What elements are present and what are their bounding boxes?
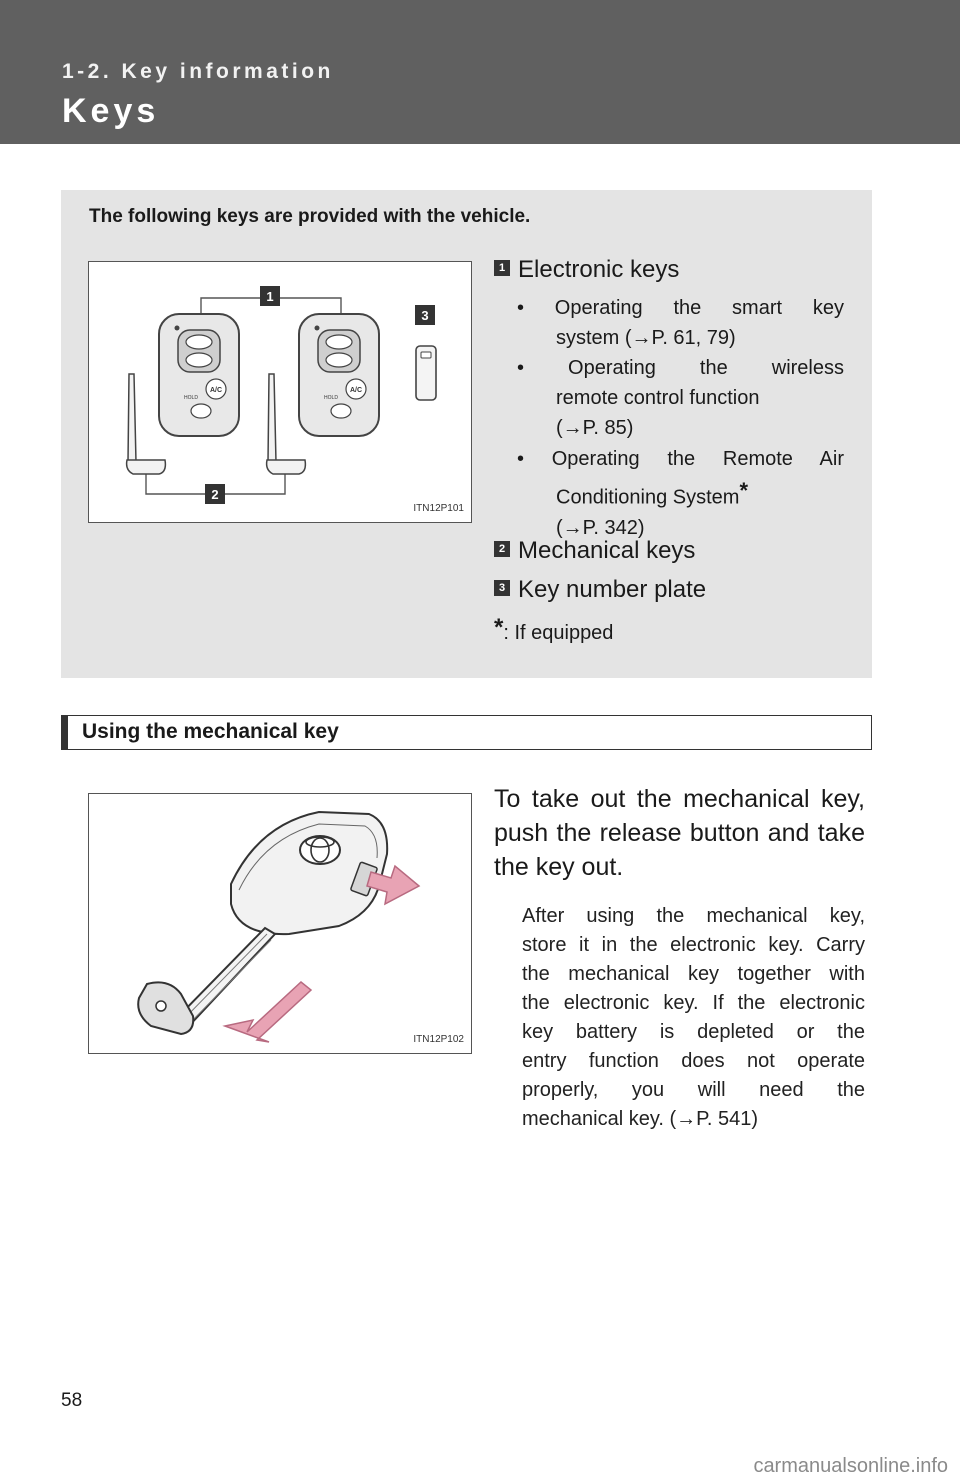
watermark: carmanualsonline.info <box>753 1455 948 1477</box>
svg-text:A/C: A/C <box>209 387 223 394</box>
bullet-remote-air: • Operating the Remote Air Conditioning System* (→P. 342) <box>517 448 844 539</box>
callout-2-label: 2 <box>211 487 219 502</box>
bullet-wireless-remote: • Operating the wireless remote control function (→P. 85) <box>517 357 844 439</box>
item-title: Mechanical keys <box>518 537 696 564</box>
item-electronic-keys <box>494 256 679 284</box>
heading-bar <box>62 716 68 749</box>
mechanical-key-heading <box>61 715 872 750</box>
bullet-smart-key: • Operating the smart key system (→P. 61, 79) <box>517 297 844 349</box>
callout-1-label: 1 <box>266 289 274 304</box>
callout-3-label: 3 <box>421 308 429 323</box>
mechanical-key-detail: After using the mechanical key, store it in the electronic key. Carry the mechanical key together with the electronic key. If the electronic key battery is depleted or the entry function does not operate properly, you will need the mechanical key. (→P. 541) <box>522 905 865 1130</box>
heading-text: Using the mechanical key <box>82 720 339 743</box>
figure-code-2: ITN12P102 <box>413 1034 464 1045</box>
mechanical-key-instructions: To take out the mechanical key, push the release button and take the key out. <box>494 785 865 881</box>
electronic-key-left <box>159 314 239 436</box>
keys-info-box <box>61 190 872 678</box>
key-number-plate <box>416 346 436 400</box>
section-label: 1-2. Key information <box>62 60 334 83</box>
electronic-key-right <box>299 314 379 436</box>
figure-code-1: ITN12P101 <box>413 503 464 514</box>
item-number-badge: 1 <box>494 260 510 276</box>
footnote-if-equipped: *: If equipped <box>494 614 614 644</box>
item-title: Electronic keys <box>518 256 680 283</box>
keys-figure <box>88 261 472 523</box>
svg-text:HOLD: HOLD <box>184 395 198 401</box>
mechanical-key-illustration <box>89 794 471 1053</box>
mechanical-key-blade <box>138 928 275 1034</box>
item-key-number-plate <box>494 576 706 604</box>
item-number-badge: 3 <box>494 580 510 596</box>
item-mechanical-keys <box>494 537 695 565</box>
page-header <box>0 0 960 144</box>
mechanical-key-figure <box>88 793 472 1054</box>
keys-intro: The following keys are provided with the vehicle. <box>89 206 531 227</box>
item-title: Key number plate <box>518 576 707 603</box>
page-title: Keys <box>62 92 160 130</box>
svg-text:HOLD: HOLD <box>324 395 338 401</box>
svg-text:A/C: A/C <box>349 387 363 394</box>
keys-illustration <box>89 262 471 522</box>
electronic-key-body <box>231 812 387 934</box>
item-number-badge: 2 <box>494 541 510 557</box>
pull-out-arrow <box>225 982 311 1042</box>
page-number: 58 <box>61 1390 83 1411</box>
